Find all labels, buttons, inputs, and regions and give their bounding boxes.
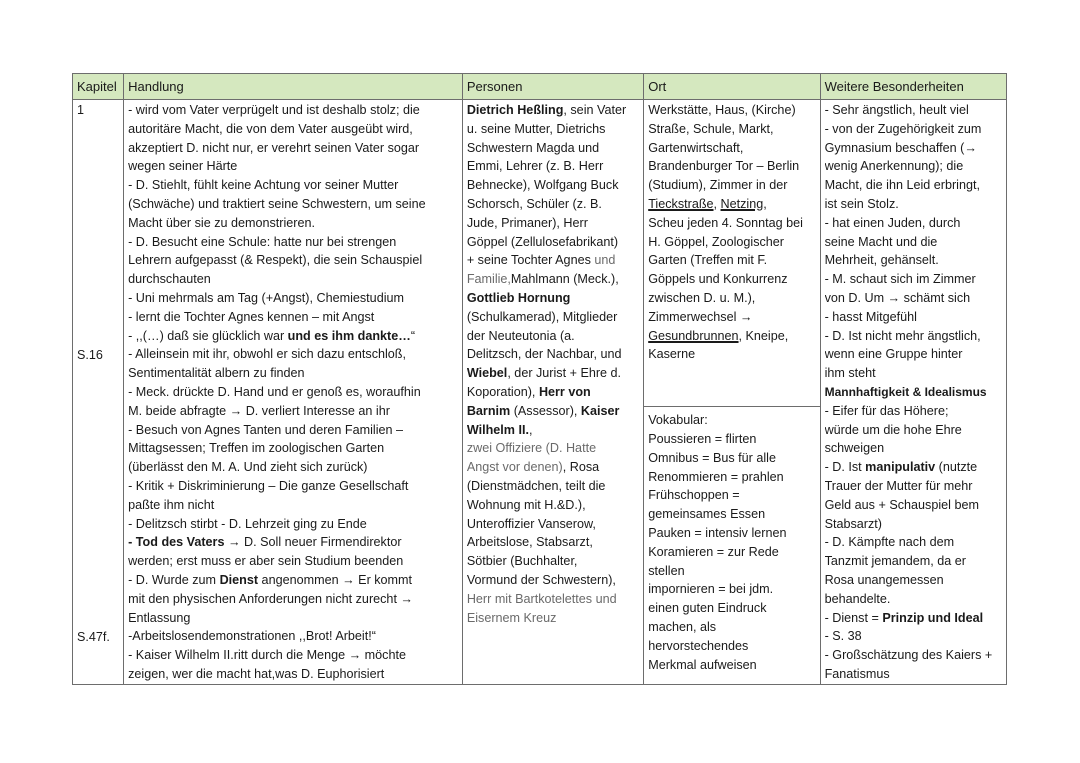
handlung-line: - Uni mehrmals am Tag (+Angst), Chemiestudium bbox=[128, 290, 404, 305]
personen-line bbox=[467, 101, 640, 120]
weitere-cell bbox=[820, 100, 1006, 685]
weitere-line: - hasst Mitgefühl bbox=[824, 309, 917, 324]
weitere-line: Rosa unangemessen bbox=[824, 572, 944, 587]
personen-text: (Assessor), bbox=[510, 403, 581, 418]
weitere-line: Geld aus + Schauspiel bem bbox=[824, 497, 979, 512]
personen-line: (Schulkamerad), Mitglieder bbox=[466, 309, 618, 324]
weitere-line: ihm steht bbox=[824, 366, 876, 381]
personen-grey-text: und bbox=[594, 253, 616, 268]
personen-bold-name: Barnim bbox=[466, 403, 511, 418]
header-ort: Ort bbox=[644, 74, 820, 100]
vokabular-line: Koramieren = zur Rede bbox=[648, 544, 779, 559]
ort-underlined: Tieckstraße bbox=[648, 196, 714, 211]
personen-line bbox=[467, 383, 640, 402]
handlung-line: - Delitzsch stirbt - D. Lehrzeit ging zu Ende bbox=[128, 516, 367, 531]
ort-line: Zimmerwechsel → bbox=[648, 309, 753, 324]
vokabular-line: gemeinsames Essen bbox=[648, 507, 766, 522]
personen-line: Schwestern Magda und bbox=[466, 140, 600, 155]
weitere-bold: Prinzip und Ideal bbox=[882, 610, 984, 625]
handlung-line bbox=[128, 327, 459, 346]
personen-line: (Dienstmädchen, teilt die bbox=[466, 478, 606, 493]
handlung-text: “ bbox=[410, 328, 416, 343]
header-weitere: Weitere Besonderheiten bbox=[820, 74, 1006, 100]
ort-line: Göppels und Konkurrenz bbox=[648, 272, 788, 287]
header-row bbox=[73, 74, 1007, 100]
vokabular-line: Renommieren = prahlen bbox=[648, 469, 784, 484]
personen-line: Vormund der Schwestern), bbox=[466, 572, 616, 587]
personen-line bbox=[467, 251, 640, 270]
personen-line: der Neuteutonia (a. bbox=[466, 328, 575, 343]
header-kapitel: Kapitel bbox=[73, 74, 124, 100]
vokabular-line: einen guten Eindruck bbox=[648, 601, 767, 616]
ort-line: Brandenburger Tor – Berlin bbox=[648, 159, 800, 174]
vokabular-title: Vokabular: bbox=[648, 413, 708, 428]
page-ref-s47: S.47f. bbox=[77, 629, 110, 644]
personen-line: Wohnung mit H.&D.), bbox=[466, 497, 586, 512]
ort-line: zwischen D. u. M.), bbox=[648, 290, 756, 305]
personen-line: Jude, Primaner), Herr bbox=[466, 215, 588, 230]
weitere-line: ist sein Stolz. bbox=[824, 196, 899, 211]
personen-grey-text: Eisernem Kreuz bbox=[466, 610, 557, 625]
personen-line: Emmi, Lehrer (z. B. Herr bbox=[466, 159, 604, 174]
personen-bold-name: Kaiser bbox=[580, 403, 620, 418]
personen-line: Sötbier (Buchhalter, bbox=[466, 554, 578, 569]
handlung-line: zeigen, wer die macht hat,was D. Euphorisiert bbox=[128, 666, 385, 681]
weitere-line: seine Macht und die bbox=[824, 234, 938, 249]
personen-text: , sein Vater bbox=[563, 103, 627, 117]
weitere-line: Mehrheit, gehänselt. bbox=[824, 253, 939, 268]
handlung-cell bbox=[124, 100, 463, 685]
handlung-line: - wird vom Vater verprügelt und ist deshalb stolz; die bbox=[128, 103, 420, 117]
personen-grey-text: Angst vor denen) bbox=[466, 460, 563, 475]
weitere-line: schweigen bbox=[824, 441, 885, 456]
ort-line: Straße, Schule, Markt, bbox=[648, 121, 774, 136]
handlung-text: → D. Soll neuer Firmendirektor bbox=[224, 535, 402, 550]
weitere-line: - von der Zugehörigkeit zum bbox=[824, 121, 982, 136]
handlung-bold-tod: - Tod des Vaters bbox=[128, 535, 225, 550]
handlung-line: autoritäre Macht, die von dem Vater ausgeübt wird, bbox=[128, 121, 413, 136]
personen-grey-text: zwei Offiziere (D. Hatte bbox=[466, 441, 597, 456]
personen-cell bbox=[462, 100, 643, 685]
weitere-line: - hat einen Juden, durch bbox=[824, 215, 961, 230]
ort-line: Garten (Treffen mit F. bbox=[648, 253, 768, 268]
handlung-line: M. beide abfragte → D. verliert Interesse an ihr bbox=[128, 403, 390, 418]
vokabular-line: Frühschoppen = bbox=[648, 488, 740, 503]
handlung-line: Sentimentalität albern zu finden bbox=[128, 366, 305, 381]
weitere-line: von D. Um → schämt sich bbox=[824, 290, 971, 305]
personen-line bbox=[467, 458, 640, 477]
vokabular-line: impornieren = bei jdm. bbox=[648, 582, 774, 597]
handlung-line: - Kaiser Wilhelm II.ritt durch die Menge → möchte bbox=[128, 648, 406, 663]
vokabular-box bbox=[644, 406, 819, 674]
personen-line: Arbeitslose, Stabsarzt, bbox=[466, 535, 593, 550]
handlung-line: -Arbeitslosendemonstrationen ,,Brot! Arbeit!“ bbox=[128, 629, 376, 644]
personen-line: Göppel (Zellulosefabrikant) bbox=[466, 234, 619, 249]
handlung-line: Lehrern aufgepasst (& Respekt), die sein Schauspiel bbox=[128, 253, 423, 268]
ort-line: Kaserne bbox=[648, 347, 696, 362]
weitere-line: - Sehr ängstlich, heult viel bbox=[824, 103, 969, 117]
ort-line: (Studium), Zimmer in der bbox=[648, 178, 788, 193]
weitere-line: wenig Anerkennung); die bbox=[824, 159, 964, 174]
weitere-text: - D. Ist bbox=[824, 460, 866, 475]
handlung-line: mit den physischen Anforderungen nicht zurecht → bbox=[128, 591, 414, 606]
weitere-line: Trauer der Mutter für mehr bbox=[824, 478, 973, 493]
handlung-line: wegen seiner Härte bbox=[128, 159, 238, 174]
handlung-text: angenommen → Er kommt bbox=[258, 572, 413, 587]
weitere-line: - Eifer für das Höhere; bbox=[824, 403, 949, 418]
personen-text: , Rosa bbox=[562, 460, 600, 475]
handlung-line: - Alleinsein mit ihr, obwohl er sich dazu entschloß, bbox=[128, 347, 407, 362]
weitere-line bbox=[825, 458, 1003, 477]
handlung-line: - D. Stiehlt, fühlt keine Achtung vor seiner Mutter bbox=[128, 178, 399, 193]
handlung-line: werden; erst muss er aber sein Studium beenden bbox=[128, 554, 404, 569]
ort-text: , bbox=[713, 196, 721, 211]
personen-text: , bbox=[529, 422, 533, 437]
personen-grey-text: Familie, bbox=[466, 272, 511, 287]
handlung-line: Macht über sie zu demonstrieren. bbox=[128, 215, 316, 230]
handlung-line: akzeptiert D. nicht nur, er verehrt seinen Vater sogar bbox=[128, 140, 420, 155]
personen-line bbox=[467, 270, 640, 289]
personen-grey-text: Herr mit Bartkotelettes und bbox=[466, 591, 617, 606]
weitere-line: - D. Ist nicht mehr ängstlich, bbox=[824, 328, 981, 343]
kapitel-number: 1 bbox=[77, 103, 85, 117]
handlung-line: - D. Besucht eine Schule: hatte nur bei strengen bbox=[128, 234, 397, 249]
ort-line bbox=[648, 327, 816, 346]
personen-bold-name: Wiebel bbox=[466, 366, 508, 381]
weitere-heading: Mannhaftigkeit & Idealismus bbox=[824, 384, 987, 399]
ort-text: , Kneipe, bbox=[738, 328, 789, 343]
weitere-line: würde um die hohe Ehre bbox=[824, 422, 962, 437]
handlung-line bbox=[128, 533, 459, 552]
personen-text: Mahlmann (Meck.), bbox=[510, 272, 619, 287]
kapitel-cell bbox=[73, 100, 124, 685]
content-row bbox=[73, 100, 1007, 685]
handlung-text: - ,,(…) daß sie glücklich war bbox=[128, 328, 288, 343]
personen-line: Behnecke), Wolfgang Buck bbox=[466, 178, 619, 193]
weitere-line: Fanatismus bbox=[824, 666, 890, 681]
personen-line: Schorsch, Schüler (z. B. bbox=[466, 196, 602, 211]
personen-line bbox=[467, 402, 640, 421]
vokabular-line: Poussieren = flirten bbox=[648, 431, 757, 446]
vokabular-line: Omnibus = Bus für alle bbox=[648, 450, 776, 465]
ort-cell bbox=[644, 100, 820, 685]
ort-underlined: Netzing bbox=[720, 196, 764, 211]
vokabular-line: stellen bbox=[648, 563, 685, 578]
ort-line: H. Göppel, Zoologischer bbox=[648, 234, 785, 249]
personen-line bbox=[467, 421, 640, 440]
weitere-text: (nutzte bbox=[935, 460, 978, 475]
personen-bold-name: Herr von bbox=[538, 384, 591, 399]
vokabular-line: Merkmal aufweisen bbox=[648, 657, 757, 672]
page-ref-s16: S.16 bbox=[77, 347, 103, 362]
personen-bold-name: Dietrich Heßling bbox=[466, 103, 564, 117]
weitere-line: - D. Kämpfte nach dem bbox=[824, 535, 955, 550]
ort-underlined: Gesundbrunnen bbox=[648, 328, 739, 343]
weitere-line: behandelte. bbox=[824, 591, 891, 606]
ort-line: Gartenwirtschaft, bbox=[648, 140, 744, 155]
handlung-bold-quote: und es ihm dankte… bbox=[287, 328, 411, 343]
handlung-line: - Meck. drückte D. Hand und er genoß es, woraufhin bbox=[128, 384, 421, 399]
handlung-line bbox=[128, 571, 459, 590]
handlung-line: paßte ihm nicht bbox=[128, 497, 215, 512]
handlung-line: Entlassung bbox=[128, 610, 191, 625]
handlung-bold-dienst: Dienst bbox=[219, 572, 259, 587]
personen-line: u. seine Mutter, Dietrichs bbox=[466, 121, 606, 136]
weitere-line: Tanzmit jemandem, da er bbox=[824, 554, 966, 569]
ort-line bbox=[648, 195, 816, 214]
weitere-line: - S. 38 bbox=[824, 629, 862, 644]
ort-text: , bbox=[763, 196, 767, 211]
header-personen: Personen bbox=[462, 74, 643, 100]
weitere-line bbox=[825, 609, 1003, 628]
weitere-line: - Großschätzung des Kaiers + bbox=[824, 648, 993, 663]
handlung-text: - D. Wurde zum bbox=[128, 572, 220, 587]
weitere-line: Stabsarzt) bbox=[824, 516, 882, 531]
personen-text: + seine Tochter Agnes bbox=[466, 253, 595, 268]
weitere-line: Gymnasium beschaffen (→ bbox=[824, 140, 977, 155]
personen-bold-name: Gottlieb Hornung bbox=[466, 290, 571, 305]
personen-line: Unteroffizier Vanserow, bbox=[466, 516, 596, 531]
header-handlung: Handlung bbox=[124, 74, 463, 100]
ort-line: Werkstätte, Haus, (Kirche) bbox=[648, 103, 796, 117]
handlung-line: - Kritik + Diskriminierung – Die ganze Gesellschaft bbox=[128, 478, 409, 493]
personen-text: , der Jurist + Ehre d. bbox=[507, 366, 622, 381]
weitere-bold: manipulativ bbox=[865, 460, 936, 475]
weitere-text: - Dienst = bbox=[824, 610, 883, 625]
personen-text: Koporation), bbox=[466, 384, 539, 399]
weitere-line: Macht, die ihn Leid erbringt, bbox=[824, 178, 980, 193]
vokabular-line: hervorstechendes bbox=[648, 638, 749, 653]
vokabular-line: machen, als bbox=[648, 619, 717, 634]
handlung-line: - lernt die Tochter Agnes kennen – mit Angst bbox=[128, 309, 375, 324]
handlung-line: Mittagsessen; Treffen im zoologischen Garten bbox=[128, 441, 385, 456]
weitere-line: wenn eine Gruppe hinter bbox=[824, 347, 963, 362]
personen-line bbox=[467, 364, 640, 383]
ort-line: Scheu jeden 4. Sonntag bei bbox=[648, 215, 803, 230]
vokabular-line: Pauken = intensiv lernen bbox=[648, 525, 787, 540]
handlung-line: (Schwäche) und traktiert seine Schwestern, um seine bbox=[128, 196, 426, 211]
personen-line: Delitzsch, der Nachbar, und bbox=[466, 347, 622, 362]
handlung-line: - Besuch von Agnes Tanten und deren Familien – bbox=[128, 422, 404, 437]
personen-bold-name: Wilhelm II. bbox=[466, 422, 529, 437]
handlung-line: durchschauten bbox=[128, 272, 211, 287]
summary-table bbox=[72, 73, 1007, 685]
weitere-line: - M. schaut sich im Zimmer bbox=[824, 272, 976, 287]
handlung-line: (überlässt den M. A. Und zieht sich zurück) bbox=[128, 460, 368, 475]
